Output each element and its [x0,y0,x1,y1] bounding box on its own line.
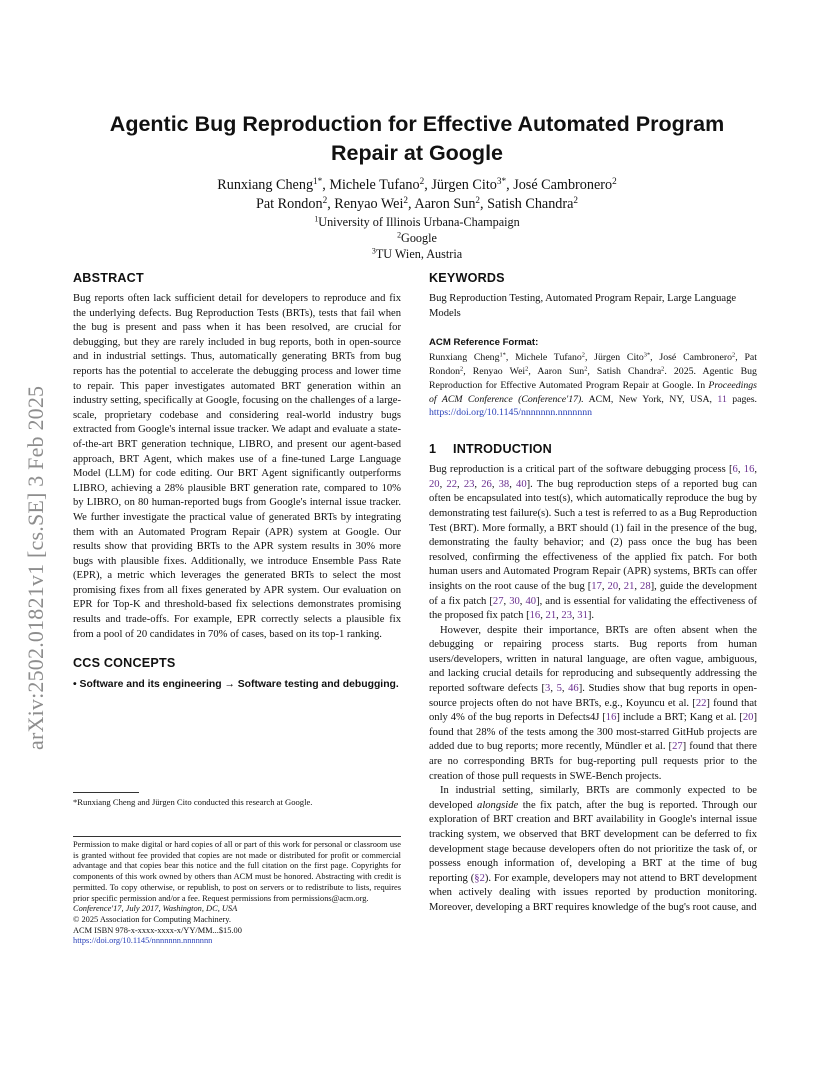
permission-rule [73,836,401,837]
acm-doi-link[interactable]: https://doi.org/10.1145/nnnnnnn.nnnnnnn [429,407,593,419]
ccs-heading: CCS CONCEPTS [73,656,176,671]
footnote [73,792,401,808]
permission-text: Permission to make digital or hard copies of all or part of this work for personal or classroom use is granted without fee provided that copies are not made or distributed for profit or commercial advantage and that copies bear this notice and the full citation on the first page. Copyrights for components of this work owned by others than ACM must be honored. Abstracting with credit is permitted. To copy otherwise, or republish, to post on servers or to redistribute to lists, requires prior specific permission and/or a fee. Request permissions from permissions@acm.org. [73,840,401,903]
intro-paragraph-1: Bug reproduction is a critical part of the software debugging process [6, 16, 20, 22, 23, 26, 38, 40]. The bug reproduction steps of a reported bug can often be encapsulated into test(s), which automatically reproduce the bug by demonstrating test failure(s). Such a test is referred to as a Bug Reproduction Test (BRT). More formally, a BRT should (1) fail in the presence of the bug, demonstrating the faulty behavior; and (2) pass once the bug has been resolved, confirming the effectiveness of the applied fix patch. For both human users and Automated Program Repair (APR) systems, BRTs can offer insights on the root cause of the bug [17, 20, 21, 28], guide the development of a fix patch [27, 30, 40], and is essential for validating the effectiveness of the proposed fix patch [16, 21, 23, 31]. [429,464,758,622]
author-name: Pat Rondon [255,196,323,212]
intro-paragraph-3: In industrial setting, similarly, BRTs are commonly expected to be developed alongside the fix patch, after the bug is reported. Through our exploration of BRT creation and BRT availability in Google's internal issue tracking system, we observed that BRT development can be deferred to fix development stage because developers often do not prioritize the task of, or possess enough information of, developing a BRT at the time of bug reporting (§2). For example, developers may not attend to BRT development when actively dealing with issues reported by production monitoring. Moreover, developing a BRT requires knowledge of the bug's root cause, and [429,785,757,913]
copyright-line: © 2025 Association for Computing Machinery. [73,914,231,924]
abstract-text: Bug reports often lack sufficient detail for developers to reproduce and fix the underlying defects. Bug Reproduction Tests (BRTs), tests that fail when the bug is present and pass when it has been resolved, are crucial for debugging, but they are rarely included in bug reports, both in open-source and in industrial settings. Thus, automatically generating BRTs from bug reports has the potential to accelerate the debugging process and lower time to repair. This paper investigates automated BRT generation within an industry setting, specifically at Google, focusing on the challenges of a large-scale, proprietary codebase and considering real-world industry bugs extracted from Google's internal issue tracker. We adapt and evaluate a state-of-the-art BRT generation technique, LIBRO, and present our agent-based approach, BRT Agent, which makes use of a fine-tuned Large Language Model (LLM) for code editing. Our BRT Agent significantly outperforms LIBRO, achieving a 28% plausible BRT generation rate, compared to 10% by LIBRO, on 80 human-reported bugs from Google's internal issue tracker. We further investigate the practical value of generated BRTs by integrating them with an Automated Program Repair (APR) system at Google. Our results show that providing BRTs to the APR system results in 30% more bugs with plausible fixes. Additionally, we introduce Ensemble Pass Rate (EPR), a metric which leverages the generated BRTs to select the most promising fixes from all fixes generated by APR system. Our evaluation on EPR for Top-K and threshold-based fix selections demonstrates promising results and trade-offs. For example, EPR correctly selects a plausible fix from a pool of 20 candidates in 70% of cases, based on its top-1 ranking. [73,293,401,640]
abstract-heading: ABSTRACT [73,271,144,285]
affiliation: $^1$University of Illinois Urbana-Champaign [314,214,520,229]
right-column [429,270,757,916]
paper-title: Agentic Bug Reproduction for Effective Automated Program Repair at Google [109,112,725,165]
affiliation: $^2$Google [397,230,437,245]
left-column [73,270,401,692]
keywords-text: Bug Reproduction Testing, Automated Program Repair, Large Language Models [429,293,737,319]
author-line-2: Pat Rondon$^2$, Renyao Wei$^2$, Aaron Sun$^2$, Satish Chandra$^2$ [255,194,579,212]
footnote-rule [73,792,139,793]
introduction-body [429,463,757,915]
affiliation: $^3$TU Wien, Austria [371,246,463,261]
author-name: Satish Chandra [487,196,574,212]
introduction-heading: 1 INTRODUCTION [429,442,552,457]
author-block [74,176,760,262]
permission-block [73,836,401,947]
conference-line: Conference'17, July 2017, Washington, DC, USA [73,904,238,914]
footnote-text: *Runxiang Cheng and Jürgen Cito conducted this research at Google. [73,797,313,807]
author-name: Renyao Wei [334,196,404,212]
acm-reference-text: Runxiang Cheng$^{1*}$, Michele Tufano$^2$, Jürgen Cito$^{3*}$, José Cambronero$^2$, Pat Rondon$^2$, Renyao Wei$^2$, Aaron Sun$^2$, Satish Chandra$^2$. 2025. Agentic Bug Reproduction for Effective Automated Program Repair at Google. In Proceedings of ACM Conference (Conference'17). ACM, New York, NY, USA, 11 pages. https://doi.org/10.1145/nnnnnnn.nnnnnnn [429,351,757,419]
ccs-concepts: • Software and its engineering → Software testing and debugging. [73,679,399,691]
author-line-1: Runxiang Cheng$^{1*}$, Michele Tufano$^2$, Jürgen Cito$^{3*}$, José Cambronero$^2$ [217,175,617,193]
arxiv-stamp: arXiv:2502.01821v1 [cs.SE] 3 Feb 2025 [23,385,48,750]
doi-link[interactable]: https://doi.org/10.1145/nnnnnnn.nnnnnnn [73,936,213,946]
acm-reference-heading: ACM Reference Format: [429,337,539,349]
keywords-heading: KEYWORDS [429,271,505,285]
pages-link[interactable]: 11 [717,393,727,405]
author-name: Runxiang Cheng [217,177,314,193]
author-name: José Cambronero [513,177,613,193]
isbn-line: ACM ISBN 978-x-xxxx-xxxx-x/YY/MM...$15.00 [73,925,242,935]
author-name: Aaron Sun [414,196,476,212]
intro-paragraph-2: However, despite their importance, BRTs are often absent when the debugging or repairing process starts. Bug reports from human users/developers, written in natural language, are often vague, ambiguous, and lacking crucial details for reproducing and subsequently addressing the reported software defects [3, 5, 46]. Studies show that bug reports in open-source projects often do not have BRTs, e.g., Koyuncu et al. [22] found that only 4% of the bug reports in Defects4J [16] include a BRT; Kang et al. [20] found that 28% of the tests among the 300 most-starred GitHub projects are added due to bug reports; more recently, Mündler et al. [27] found that there are no corresponding BRTs for bug-reporting pull requests prior to the creation of those pull requests in SWE-Bench projects. [429,624,758,782]
author-name: Jürgen Cito [431,177,497,193]
author-name: Michele Tufano [329,177,420,193]
